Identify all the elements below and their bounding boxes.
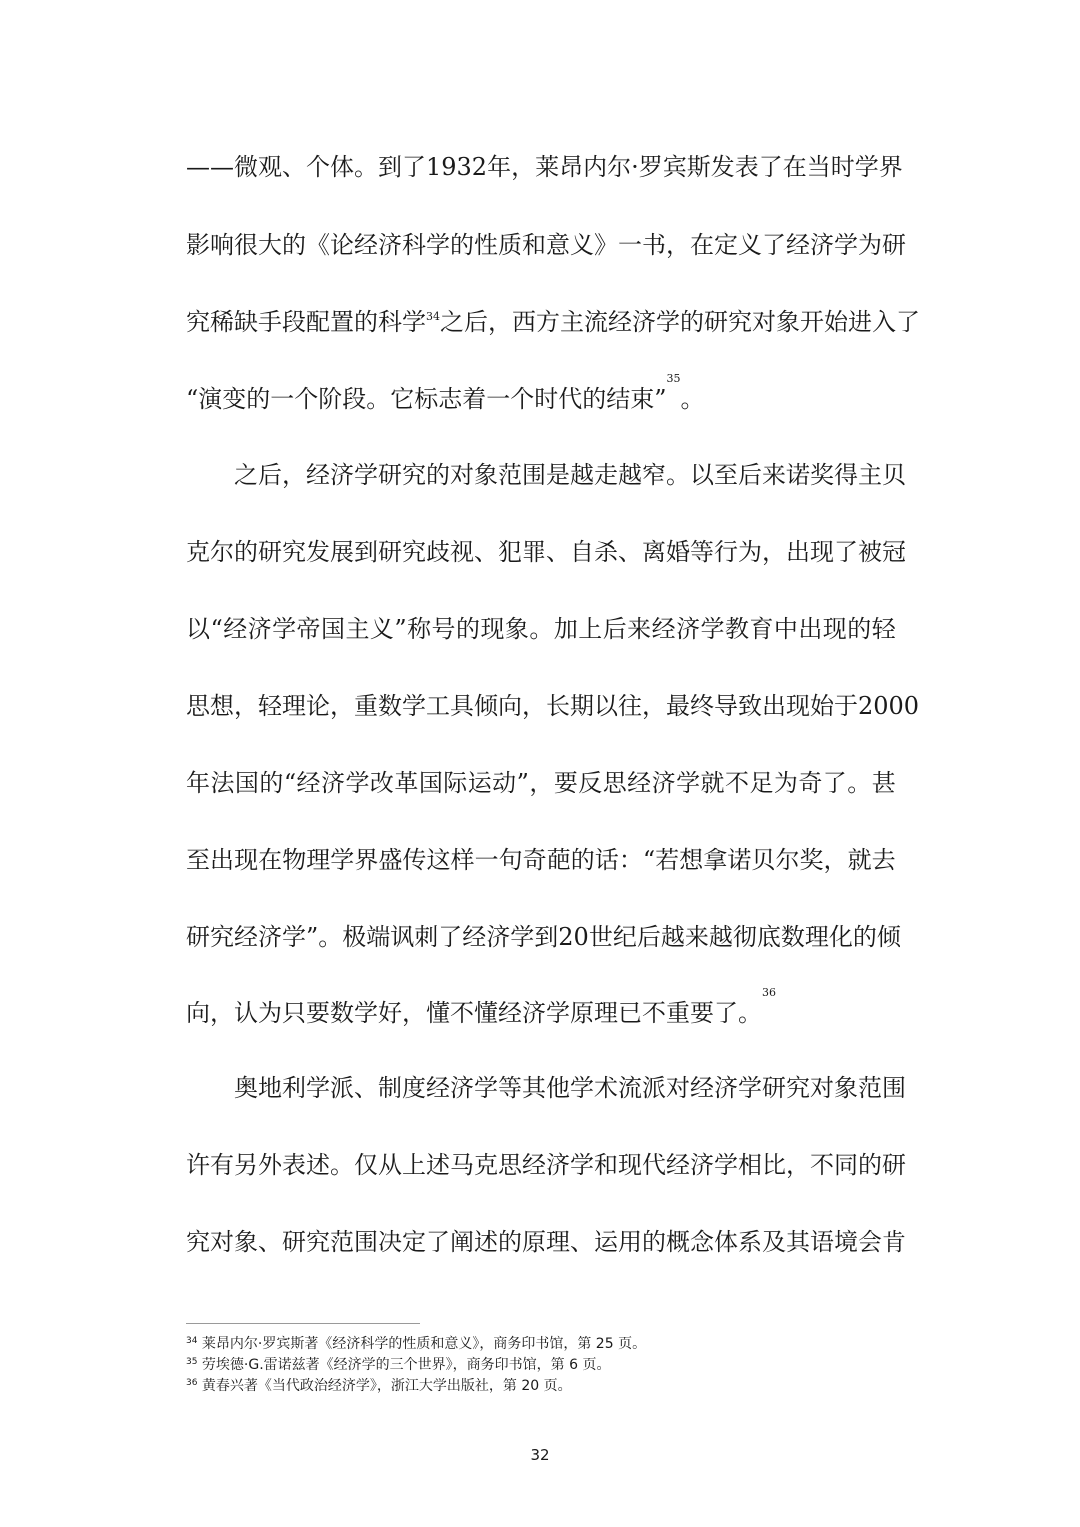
body-line-8: 思 想 ， 轻 理 论 ， 重 数 学 工 具 倾 向 ， 长 期 以 往 ， 最 终 导 致 出 现 始 于 2000 <box>186 692 920 720</box>
body-line-9: 年 法 国 的 “ 经 济 学 改 革 国 际 运 动 ” ， 要 反 思 经 济 学 就 不 足 为 奇 了 。 甚 <box>186 769 896 797</box>
body-line-6: 克 尔 的 研 究 发 展 到 研 究 歧 视 、 犯 罪 、 自 杀 、 离 婚 等 行 为 ， 出 现 了 被 冠 <box>186 538 906 566</box>
body-line-2: 影 响 很 大 的 《 论 经 济 科 学 的 性 质 和 意 义 》 一 书 ， 在 定 义 了 经 济 学 为 研 <box>186 231 906 259</box>
body-line-7: 以 “ 经 济 学 帝 国 主 义 ” 称 号 的 现 象 。 加 上 后 来 经 济 学 教 育 中 出 现 的 轻 <box>186 615 896 643</box>
footnote-separator <box>186 1323 420 1324</box>
footnote-36 <box>186 1376 572 1396</box>
page-number: 32 <box>530 1446 550 1464</box>
footnote-number: 35 <box>186 1357 198 1367</box>
footnote-34 <box>186 1334 646 1354</box>
footnote-text: 劳埃德·G.雷诺兹著《经济学的三个世界》，商务印书馆，第 6 页。 <box>201 1357 611 1373</box>
footnote-number: 34 <box>186 1336 198 1346</box>
body-line-11: 研 究 经 济 学 ” 。 极 端 讽 刺 了 经 济 学 到 20 世 纪 后 越 来 越 彻 底 数 理 化 的 倾 <box>186 923 901 951</box>
body-line-3-text: 究稀缺手段配置的科学$^{34}$之后，西方主流经济学的研究对象开始进入了 <box>186 308 920 336</box>
body-line-12: 向，认为只要数学好，懂不懂经济学原理已不重要了。 36 <box>186 993 896 1033</box>
footnote-text: 莱昂内尔·罗宾斯著《经济科学的性质和意义》，商务印书馆，第 25 页。 <box>201 1336 647 1352</box>
footnote-text: 黄春兴著《当代政治经济学》，浙江大学出版社，第 20 页。 <box>201 1378 572 1394</box>
body-line-10: 至 出 现 在 物 理 学 界 盛 传 这 样 一 句 奇 葩 的 话 ： “ 若 想 拿 诺 贝 尔 奖 ， 就 去 <box>186 846 896 874</box>
footnote-number: 36 <box>186 1378 198 1388</box>
body-line-4: “演变的一个阶段。它标志着一个时代的结束” 35 。 <box>186 379 896 419</box>
body-line-3 <box>186 302 920 342</box>
body-line-1: — — 微 观 、 个 体 。 到 了 1932 年 ， 莱 昂 内 尔 · 罗 宾 斯 发 表 了 在 当 时 学 界 <box>186 153 903 181</box>
footnote-ref-35: 35 <box>666 372 681 385</box>
body-line-13: 奥 地 利 学 派 、 制 度 经 济 学 等 其 他 学 术 流 派 对 经 济 学 研 究 对 象 范 围 <box>234 1074 906 1102</box>
footnote-ref-34: 34 <box>426 310 440 323</box>
body-line-5: 之 后 ， 经 济 学 研 究 的 对 象 范 围 是 越 走 越 窄 。 以 至 后 来 诺 奖 得 主 贝 <box>234 461 906 489</box>
footnote-ref-36: 36 <box>762 986 776 999</box>
footnote-35 <box>186 1355 610 1375</box>
body-line-15: 究 对 象 、 研 究 范 围 决 定 了 阐 述 的 原 理 、 运 用 的 概 念 体 系 及 其 语 境 会 肯 <box>186 1228 906 1256</box>
body-line-14: 许 有 另 外 表 述 。 仅 从 上 述 马 克 思 经 济 学 和 现 代 经 济 学 相 比 ， 不 同 的 研 <box>186 1151 906 1179</box>
